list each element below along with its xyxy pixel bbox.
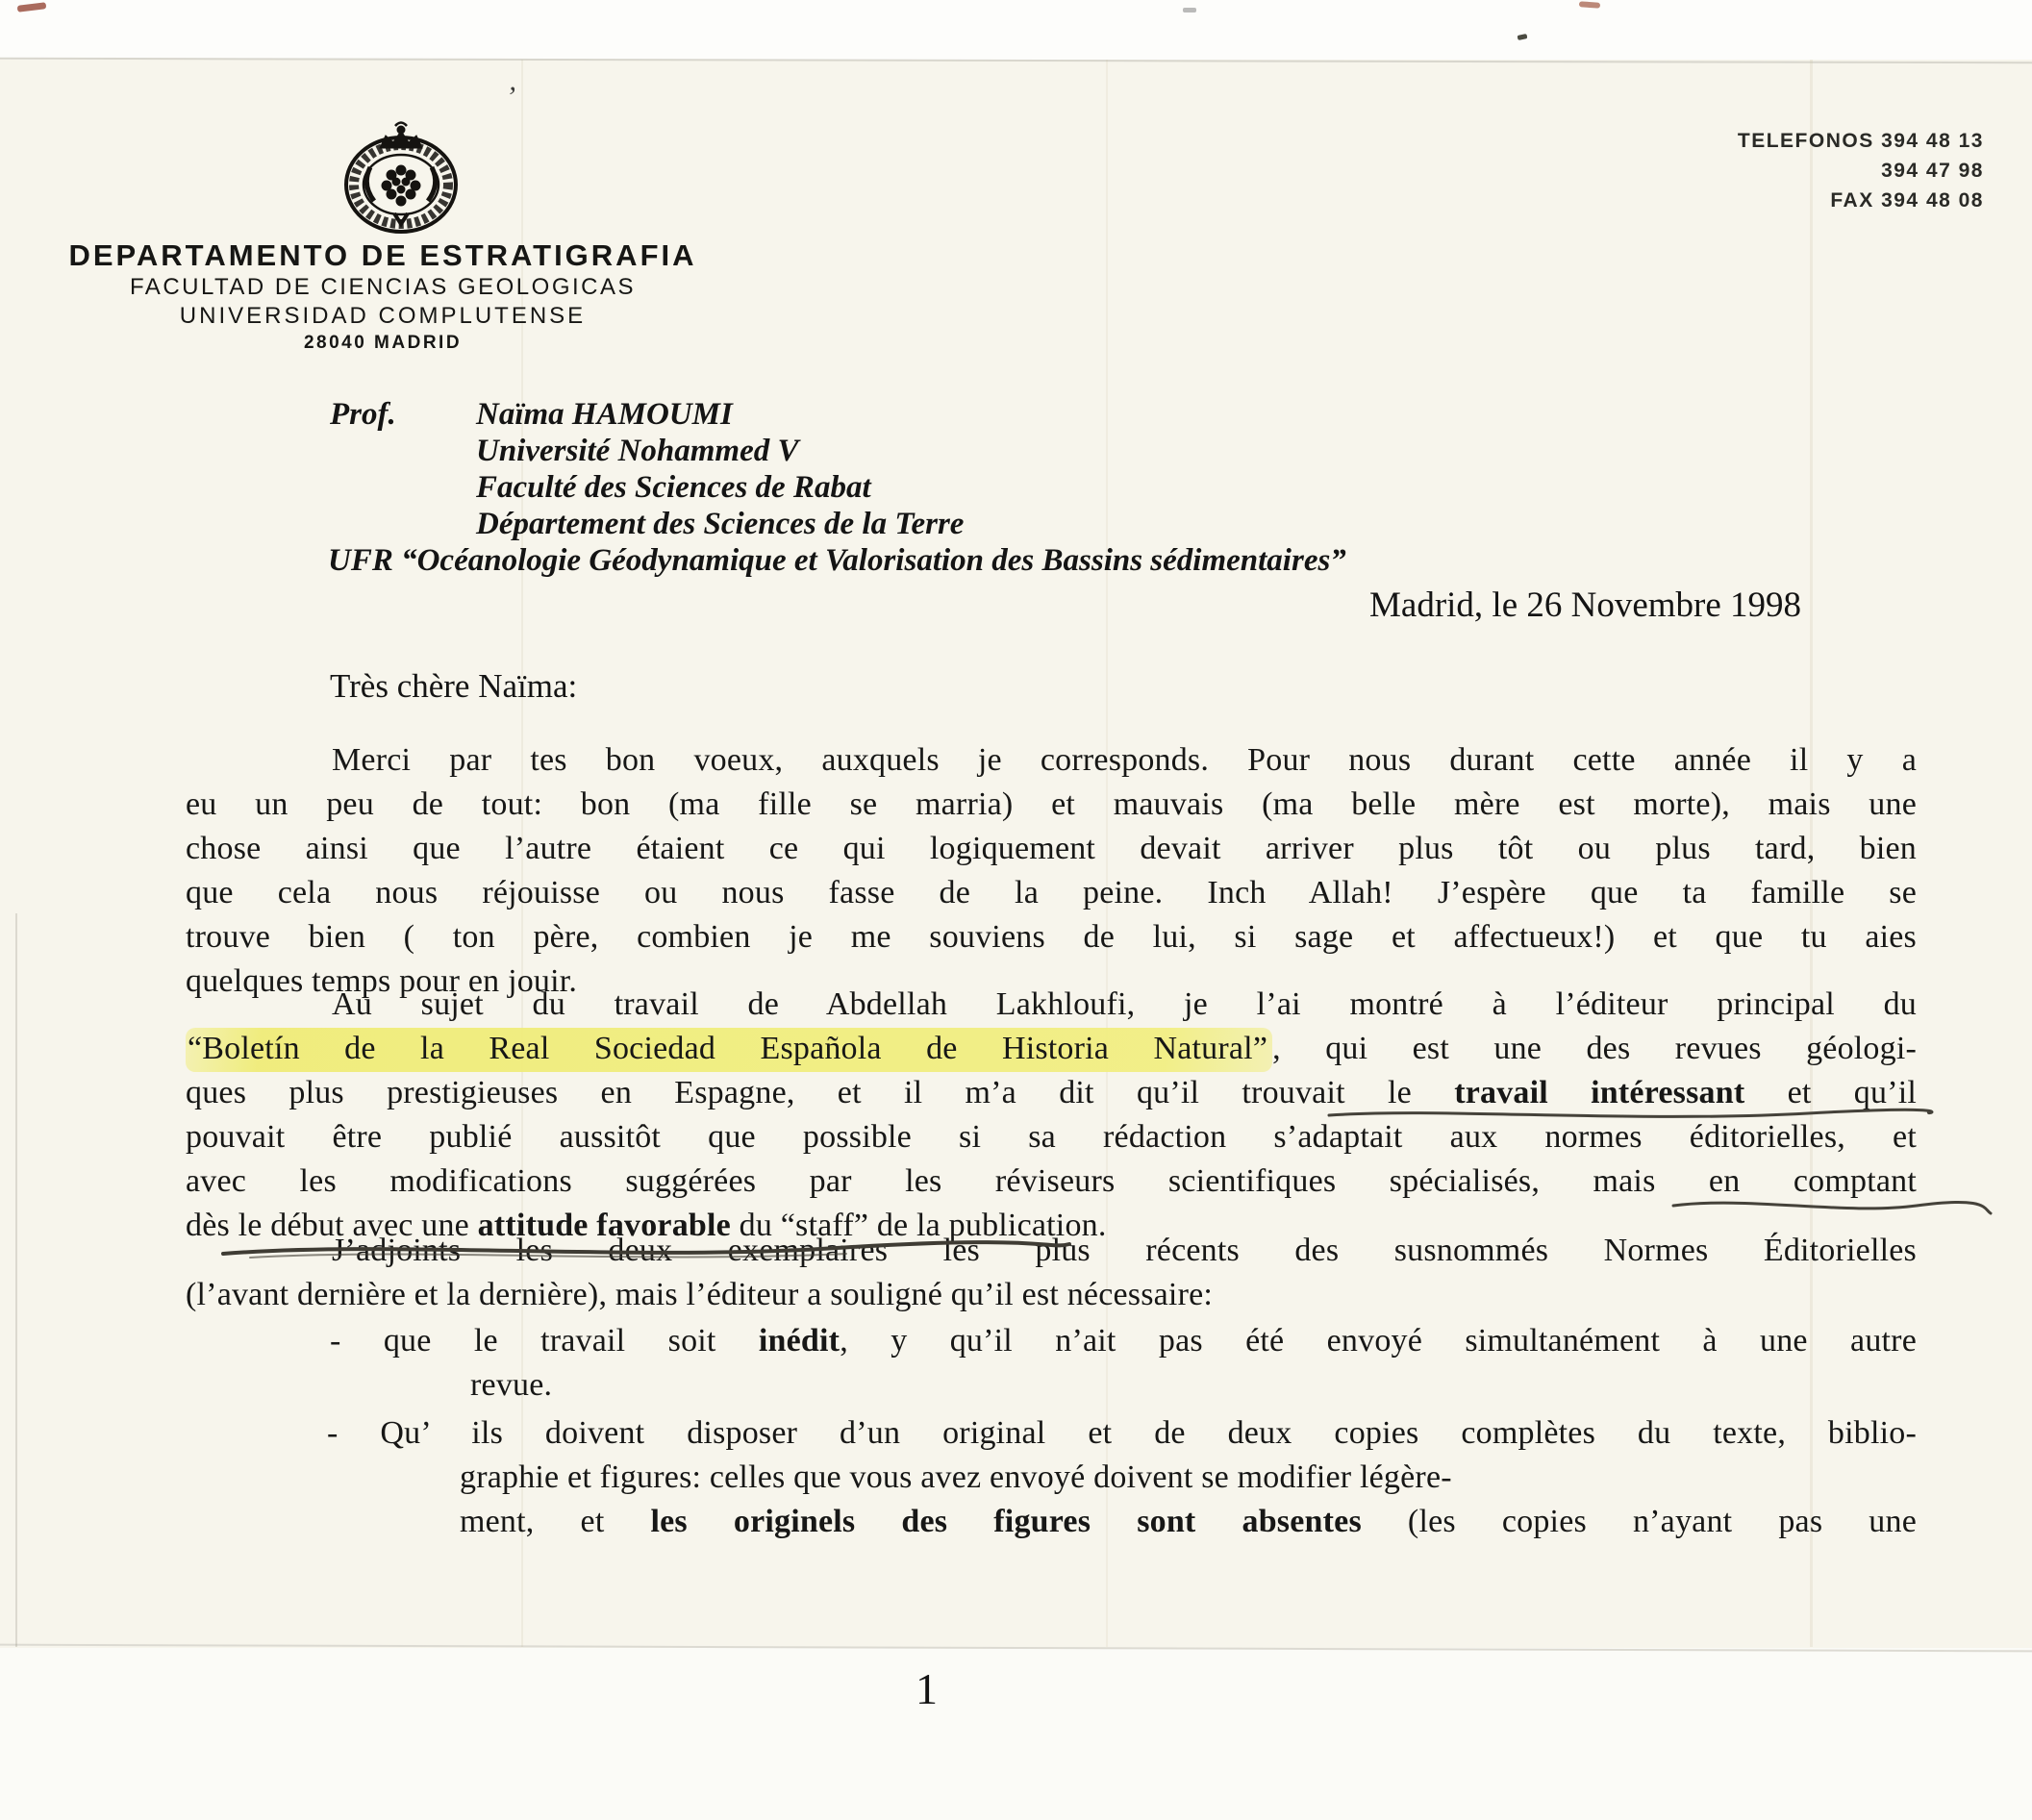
bullet-item-2 (186, 1411, 1917, 1544)
recipient-ufr: UFR “Océanologie Géodynamique et Valorisation des Bassins sédimentaires” (328, 543, 1346, 578)
body-line (186, 1319, 1917, 1363)
recipient-faculty: Faculté des Sciences de Rabat (476, 470, 871, 505)
salutation: Très chère Naïma: (330, 667, 578, 705)
paragraph-1 (186, 738, 1917, 1004)
letterhead-faculty: FACULTAD DE CIENCIAS GEOLOGICAS (129, 274, 637, 300)
recipient-name: Naïma HAMOUMI (476, 397, 733, 432)
body-text: du “staff” de la publication. (730, 1208, 1107, 1243)
bold-text: inédit (758, 1323, 840, 1359)
body-line: revue. (470, 1367, 553, 1403)
pen-underline-en-comptant (1671, 1192, 1994, 1219)
body-text: - que le travail soit (330, 1323, 759, 1359)
bold-text: attitude favorable (477, 1208, 731, 1243)
letterhead-block (27, 238, 739, 356)
body-line: trouve bien ( ton père, combien je me souviens de lui, si sage et affectueux!) et que tu aies (186, 919, 1917, 955)
body-line: graphie et figures: celles que vous avez envoyé doivent se modifier légère- (460, 1459, 1452, 1495)
highlighted-journal-title: “Boletín de la Real Sociedad Española de Historia Natural” (186, 1028, 1272, 1072)
body-line (186, 1500, 1917, 1544)
scan-artifact-mark (1183, 8, 1196, 12)
body-text: , y qu’il n’ait pas été envoyé simultanément à une autre (840, 1323, 1917, 1359)
letterhead-contact-block (1738, 126, 1984, 215)
body-line: quelques temps pour en jouir. (186, 963, 578, 999)
body-line: chose ainsi que l’autre étaient ce qui logiquement devait arriver plus tôt ou plus tard, bien (186, 831, 1917, 866)
bold-text: travail intéressant (1454, 1075, 1745, 1110)
telefono-line-2: 394 47 98 (1881, 160, 1984, 182)
body-line: pouvait être publié aussitôt que possible si sa rédaction s’adaptait aux normes éditorielles, et (186, 1119, 1917, 1155)
body-text: (les copies n’ayant pas une (1361, 1504, 1917, 1539)
body-line: - Qu’ ils doivent disposer d’un original et de deux copies complètes du texte, biblio- (327, 1415, 1917, 1451)
fax-line: FAX 394 48 08 (1830, 189, 1984, 212)
recipient-department: Département des Sciences de la Terre (476, 507, 965, 541)
body-text: ques plus prestigieuses en Espagne, et il m’a dit qu’il trouvait le (186, 1075, 1455, 1110)
stray-quote-mark: ’ (506, 81, 515, 112)
body-text: et qu’il (1744, 1075, 1918, 1110)
page-number: 1 (916, 1664, 938, 1713)
body-line: Merci par tes bon voeux, auxquels je corresponds. Pour nous durant cette année il y a (332, 742, 1917, 778)
date-line: Madrid, le 26 Novembre 1998 (1369, 586, 1802, 625)
pen-underline-attitude-favorable (221, 1236, 1072, 1263)
letterhead-department: DEPARTAMENTO DE ESTRATIGRAFIA (68, 238, 697, 272)
body-line: que cela nous réjouisse ou nous fasse de la peine. Inch Allah! J’espère que ta famille se (186, 875, 1917, 910)
scan-background-top (0, 0, 2032, 60)
bold-text: les originels des figures sont absentes (650, 1504, 1362, 1539)
letterhead-postal: 28040 MADRID (303, 333, 463, 353)
telefonos-line: TELEFONOS 394 48 13 (1737, 130, 1984, 152)
recipient-university: Université Nohammed V (476, 434, 799, 468)
university-seal-icon (319, 119, 483, 240)
body-line: Au sujet du travail de Abdellah Lakhloufi, je l’ai montré à l’éditeur principal du (332, 986, 1917, 1022)
body-text: ment, et (460, 1504, 651, 1539)
body-text: dès le début avec une (186, 1208, 478, 1243)
body-line: J’adjoints les deux exemplaires les plus récents des susnommés Normes Éditorielles (332, 1233, 1917, 1268)
recipient-title: Prof. (330, 397, 396, 432)
body-line: eu un peu de tout: bon (ma fille se marria) et mauvais (ma belle mère est morte), mais une (186, 786, 1917, 822)
letterhead-university: UNIVERSIDAD COMPLUTENSE (179, 303, 587, 329)
body-line: avec les modifications suggérées par les réviseurs scientifiques spécialisés, mais en comptant (186, 1163, 1917, 1199)
scan-left-edge-shadow (15, 913, 17, 1647)
body-text: , qui est une des revues géologi- (1272, 1031, 1917, 1066)
scan-background-bottom (0, 1648, 2032, 1820)
body-line (186, 1027, 1917, 1071)
body-line: (l’avant dernière et la dernière), mais l’éditeur a souligné qu’il est nécessaire: (186, 1277, 1214, 1312)
pen-underline-travail-interessant (1327, 1102, 1933, 1127)
bullet-item-1 (186, 1319, 1917, 1408)
